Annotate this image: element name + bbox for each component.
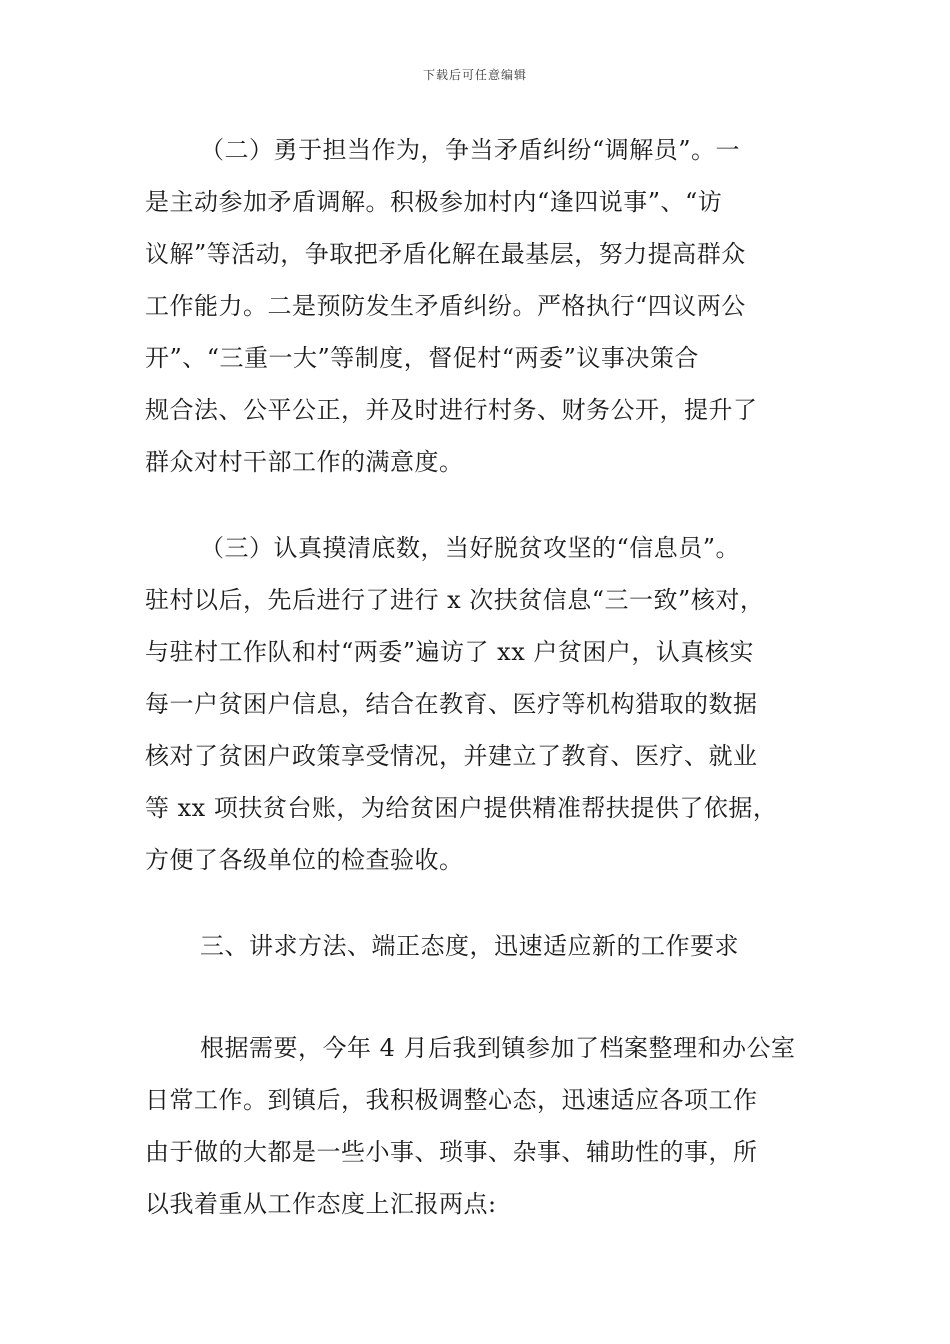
page-header: 下载后可任意编辑 [422,68,527,82]
paragraph-line: 以我着重从工作态度上汇报两点: [145,1190,497,1218]
paragraph-line: 议解”等活动，争取把矛盾化解在最基层，努力提高群众 [145,240,746,268]
paragraph-line: （二）勇于担当作为，争当矛盾纠纷“调解员”。一 [200,136,741,164]
paragraph-line: 核对了贫困户政策享受情况，并建立了教育、医疗、就业 [145,742,758,770]
paragraph-work-attitude [145,1022,810,1230]
paragraph-line: 与驻村工作队和村“两委”遍访了 xx 户贫困户，认真核实 [145,638,754,666]
paragraph-line: （三）认真摸清底数，当好脱贫攻坚的“信息员”。 [200,534,741,562]
paragraph-line: 日常工作。到镇后，我积极调整心态，迅速适应各项工作 [145,1086,758,1114]
paragraph-line: 等 xx 项扶贫台账，为给贫困户提供精准帮扶提供了依据， [145,794,778,822]
paragraph-line: 工作能力。二是预防发生矛盾纠纷。严格执行“四议两公 [145,292,746,320]
paragraph-line: 方便了各级单位的检查验收。 [145,846,464,874]
paragraph-mediator [145,124,810,488]
paragraph-line: 根据需要，今年 4 月后我到镇参加了档案整理和办公室 [200,1034,796,1062]
paragraph-line: 由于做的大都是一些小事、琐事、杂事、辅助性的事，所 [145,1138,758,1166]
paragraph-line: 每一户贫困户信息，结合在教育、医疗等机构猎取的数据 [145,690,758,718]
section-heading-text: 三、讲求方法、端正态度，迅速适应新的工作要求 [200,932,739,960]
section-heading [145,920,810,972]
paragraph-line: 规合法、公平公正，并及时进行村务、财务公开，提升了 [145,396,758,424]
paragraph-line: 驻村以后，先后进行了进行 x 次扶贫信息“三一致”核对， [145,586,765,614]
paragraph-line: 是主动参加矛盾调解。积极参加村内“逢四说事”、“访 [145,188,723,216]
paragraph-line: 开”、“三重一大”等制度，督促村“两委”议事决策合 [145,344,699,372]
paragraph-line: 群众对村干部工作的满意度。 [145,448,464,476]
paragraph-informant [145,522,810,886]
